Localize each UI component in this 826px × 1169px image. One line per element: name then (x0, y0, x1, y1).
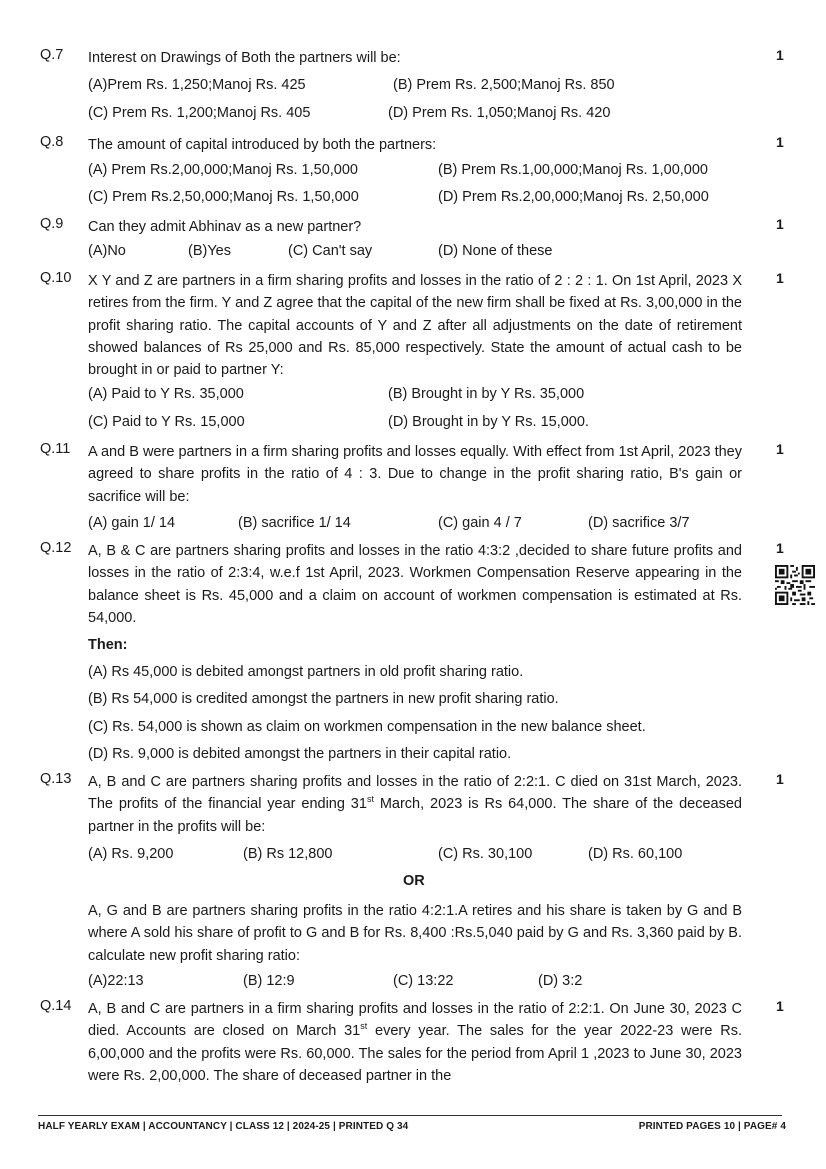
ordinal-suffix: st (360, 1021, 368, 1032)
question-number: Q.11 (40, 441, 71, 457)
question-number: Q.13 (40, 771, 72, 787)
alt-option-d: (D) 3:2 (538, 973, 583, 989)
option-a: (A) gain 1/ 14 (88, 515, 176, 531)
question-stem: The amount of capital introduced by both the partners: (88, 137, 437, 153)
then-label: Then: (88, 637, 128, 653)
marks: 1 (776, 998, 784, 1014)
alternative-question-stem: A, G and B are partners sharing profits in the ratio 4:2:1.A retires and his share is taken by G and B where A sold his share of profit to G and B for Rs. 8,400 :Rs.5,040 paid by G and Rs. 3,360 paid by B. calculate new profit sharing ratio: (88, 903, 742, 964)
footer-divider (38, 1115, 782, 1116)
option-a: (A) Rs. 9,200 (88, 846, 174, 862)
stem-part-a: A, B and C are partners in a firm sharing profits and losses in the ratio of 2:2:1. On June 30, 2023 C died. Accounts are closed on March 31 (88, 1001, 742, 1040)
option-a: (A) Paid to Y Rs. 35,000 (88, 386, 244, 402)
question-stem (88, 771, 742, 838)
marks: 1 (776, 270, 784, 286)
option-b: (B) Brought in by Y Rs. 35,000 (388, 386, 585, 402)
option-d: (D) Rs. 60,100 (588, 846, 683, 862)
question-number: Q.12 (40, 540, 72, 556)
marks: 1 (776, 216, 784, 232)
stem-part-b: March, 2023 is Rs 64,000. The share of the deceased partner in the profits will be: (88, 796, 742, 835)
option-d: (D) Rs. 9,000 is debited amongst the partners in their capital ratio. (88, 746, 512, 762)
alt-option-a: (A)22:13 (88, 973, 144, 989)
marks: 1 (776, 134, 784, 150)
question-stem (88, 998, 742, 1087)
option-d: (D) sacrifice 3/7 (588, 515, 690, 531)
marks: 1 (776, 47, 784, 63)
question-stem: Can they admit Abhinav as a new partner? (88, 219, 362, 235)
footer-exam-info: HALF YEARLY EXAM | ACCOUNTANCY | CLASS 12 | 2024-25 | PRINTED Q 34 (38, 1121, 409, 1132)
option-b: (B)Yes (188, 243, 231, 259)
question-stem: A, B & C are partners sharing profits and losses in the ratio 4:3:2 ,decided to share future profits and losses in the ratio of 2:3:4, w.e.f 1st April, 2023. Workmen Compensation Reserve appearing in the balance sheet is Rs. 45,000 and a claim on account of workmen compensation is estimated at Rs. 54,000. (88, 543, 742, 626)
option-b: (B) sacrifice 1/ 14 (238, 515, 351, 531)
option-c: (C) Rs. 54,000 is shown as claim on workmen compensation in the new balance sheet. (88, 719, 646, 735)
option-c: (C) Rs. 30,100 (438, 846, 533, 862)
option-c: (C) Prem Rs.2,50,000;Manoj Rs. 1,50,000 (88, 189, 359, 205)
option-b: (B) Prem Rs. 2,500;Manoj Rs. 850 (393, 77, 615, 93)
option-c: (C) Paid to Y Rs. 15,000 (88, 414, 245, 430)
option-a: (A)No (88, 243, 126, 259)
qr-code-icon (775, 565, 815, 605)
question-number: Q.9 (40, 216, 64, 232)
question-stem: A and B were partners in a firm sharing profits and losses equally. With effect from 1st April, 2023 they agreed to share profits in the ratio of 4 : 3. Due to change in the profit sharing ratio, B's gain or sacrifice will be: (88, 444, 742, 505)
footer-page-info: PRINTED PAGES 10 | PAGE# 4 (638, 1121, 786, 1132)
alt-option-c: (C) 13:22 (393, 973, 454, 989)
option-a: (A)Prem Rs. 1,250;Manoj Rs. 425 (88, 77, 306, 93)
question-stem: X Y and Z are partners in a firm sharing profits and losses in the ratio of 2 : 2 : 1. On 1st April, 2023 X retires from the firm. Y and Z agree that the capital of the new firm shall be fixed at Rs. 3,00,000 in the profit sharing ratio. The capital accounts of Y and Z after all adjustments on the date of retirement showed balances of Rs 25,000 and Rs. 85,000 respectively. State the amount of actual cash to be brought in or paid to partner Y: (88, 273, 742, 379)
option-a: (A) Prem Rs.2,00,000;Manoj Rs. 1,50,000 (88, 162, 358, 178)
marks: 1 (776, 441, 784, 457)
stem-part-a: A, B and C are partners sharing profits and losses in the ratio of 2:2:1. C died on 31st March, 2023. The profits of the financial year ending 31 (88, 774, 742, 813)
stem-part-b: every year. The sales for the year 2022-23 were Rs. 6,00,000 and the profits were Rs. 60,000. The sales for the period from April 1 ,2023 to June 30, 2023 were Rs. 2,00,000. The share of deceased partner in the (88, 1023, 742, 1084)
or-separator: OR (403, 873, 425, 889)
option-b: (B) Rs 12,800 (243, 846, 333, 862)
option-c: (C) Can't say (288, 243, 373, 259)
marks: 1 (776, 771, 784, 787)
option-d: (D) Brought in by Y Rs. 15,000. (388, 414, 589, 430)
option-b: (B) Rs 54,000 is credited amongst the partners in new profit sharing ratio. (88, 691, 559, 707)
option-d: (D) Prem Rs.2,00,000;Manoj Rs. 2,50,000 (438, 189, 709, 205)
question-number: Q.14 (40, 998, 72, 1014)
option-c: (C) gain 4 / 7 (438, 515, 522, 531)
option-d: (D) Prem Rs. 1,050;Manoj Rs. 420 (388, 105, 611, 121)
question-stem: Interest on Drawings of Both the partners will be: (88, 50, 401, 66)
option-c: (C) Prem Rs. 1,200;Manoj Rs. 405 (88, 105, 311, 121)
option-a: (A) Rs 45,000 is debited amongst partners in old profit sharing ratio. (88, 664, 524, 680)
question-number: Q.8 (40, 134, 64, 150)
ordinal-suffix: st (366, 794, 374, 805)
option-b: (B) Prem Rs.1,00,000;Manoj Rs. 1,00,000 (438, 162, 708, 178)
option-d: (D) None of these (438, 243, 553, 259)
question-number: Q.10 (40, 270, 72, 286)
alt-option-b: (B) 12:9 (243, 973, 295, 989)
marks: 1 (776, 540, 784, 556)
question-number: Q.7 (40, 47, 64, 63)
